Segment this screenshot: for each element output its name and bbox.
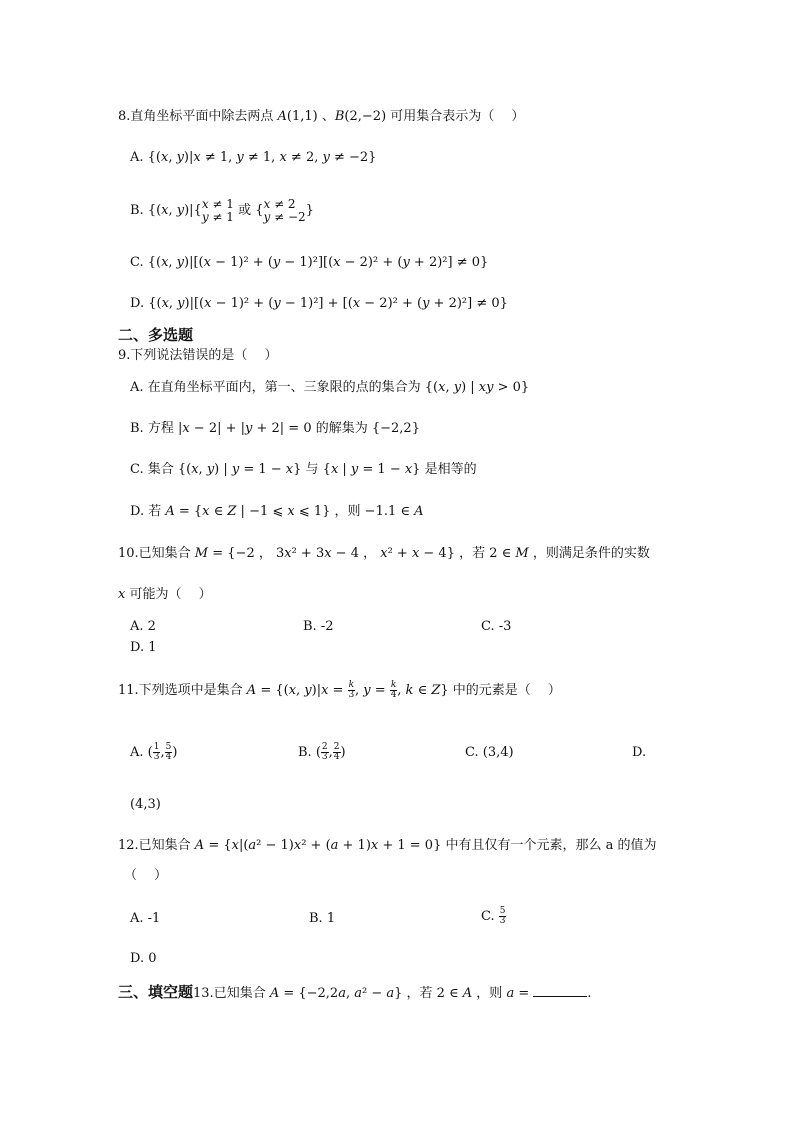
q8-option-b-or: 或 { [233, 203, 264, 218]
q8-b-cond-1b: 𝑦 ≠ 1 [201, 209, 234, 224]
fraction-denominator: 3 [348, 690, 355, 700]
q9-option-c: C. 集合 {(𝑥, 𝑦) | 𝑦 = 1 − 𝑥} 与 {𝑥 | 𝑦 = 1 − 𝑥} 是相等的 [130, 462, 477, 477]
q13-answer-blank[interactable] [533, 984, 587, 997]
q10-option-a: A. 2 [130, 619, 156, 634]
q10-option-d: D. 1 [130, 640, 157, 655]
comma: , [160, 745, 165, 760]
q12-c-prefix: C. [481, 909, 499, 924]
q12-stem-line-1: 12.已知集合 𝐴 = {𝑥|(𝑎² − 1)𝑥² + (𝑎 + 1)𝑥 + 1 = 0} 中有且仅有一个元素，那么 a 的值为 [118, 838, 657, 853]
section-heading-fill-in: 三、填空题 [118, 983, 194, 1001]
q8-option-b-system-1 [202, 198, 234, 224]
q11-b-prefix: B. ( [298, 745, 321, 760]
q11-option-c: C. (3,4) [465, 745, 514, 760]
q13-stem: 13.已知集合 𝐴 = {−2,2𝑎, 𝑎² − 𝑎} ，若 2 ∈ 𝐴 ，则 𝑎 = [193, 986, 534, 1001]
fraction-numerator: 5 [165, 742, 172, 752]
fraction-numerator: 2 [321, 742, 328, 752]
q11-a-prefix: A. ( [130, 745, 153, 760]
q8-b-cond-2b: 𝑦 ≠ −2 [263, 209, 306, 224]
fraction-denominator: 3 [153, 752, 160, 762]
q10-option-c: C. -3 [481, 619, 512, 634]
q11-fraction-k-3 [348, 681, 355, 700]
q13-line [118, 983, 592, 1004]
q9-option-b: B. 方程 |𝑥 − 2| + |𝑦 + 2| = 0 的解集为 {−2,2} [130, 421, 420, 436]
q11-b-frac-1 [321, 743, 329, 762]
q11-stem-prefix: 11.下列选项中是集合 𝐴 = {(𝑥, 𝑦)|𝑥 = [118, 683, 348, 698]
fraction-numerator: 1 [153, 742, 160, 752]
fraction-denominator: 3 [321, 752, 328, 762]
q12-option-b: B. 1 [309, 911, 336, 926]
fraction-denominator: 4 [333, 752, 340, 762]
q11-option-b [298, 742, 346, 764]
q12-stem-line-2: （ ） [124, 868, 168, 883]
q11-stem [118, 680, 561, 702]
q10-option-b: B. -2 [303, 619, 334, 634]
comma: , [328, 745, 333, 760]
q8-option-b-prefix: B. {(𝑥, 𝑦)|{ [130, 203, 202, 218]
q8-b-cond-2a: 𝑥 ≠ 2 [263, 196, 296, 211]
fraction-numerator: 𝑘 [390, 680, 397, 690]
q12-option-c [481, 906, 506, 928]
q8-option-d: D. {(𝑥, 𝑦)|[(𝑥 − 1)² + (𝑦 − 1)²] + [(𝑥 − 2)² + (𝑦 + 2)²] ≠ 0} [130, 296, 508, 311]
close-paren: ) [172, 745, 178, 760]
q8-stem: 8.直角坐标平面中除去两点 𝐴(1,1) 、𝐵(2,−2) 可用集合表示为（ ） [118, 109, 525, 124]
q11-b-frac-2 [333, 743, 341, 762]
section-heading-multiple-choice: 二、多选题 [118, 326, 194, 344]
q8-option-b-suffix: } [305, 203, 314, 218]
q11-option-d-value: (4,3) [130, 797, 161, 812]
q8-option-b-system-2 [263, 198, 305, 224]
fraction-numerator: 𝑘 [348, 680, 355, 690]
q12-option-a: A. -1 [130, 911, 161, 926]
fraction-numerator: 2 [333, 742, 340, 752]
fraction-denominator: 3 [499, 916, 506, 926]
q11-option-d: D. [632, 745, 647, 760]
q13-end: . [587, 986, 592, 1001]
q11-option-a [130, 742, 177, 764]
q11-stem-mid: , 𝑦 = [355, 683, 390, 698]
close-paren: ) [340, 745, 346, 760]
fraction-denominator: 4 [390, 690, 397, 700]
q9-stem: 9.下列说法错误的是（ ） [118, 348, 278, 363]
q8-option-c: C. {(𝑥, 𝑦)|[(𝑥 − 1)² + (𝑦 − 1)²][(𝑥 − 2)² + (𝑦 + 2)²] ≠ 0} [130, 255, 489, 270]
q9-option-a: A. 在直角坐标平面内，第一、三象限的点的集合为 {(𝑥, 𝑦) | 𝑥𝑦 > 0} [130, 380, 530, 395]
q12-option-d: D. 0 [130, 951, 157, 966]
q10-stem-line-1: 10.已知集合 𝑀 = {−2 ， 3𝑥² + 3𝑥 − 4 ， 𝑥² + 𝑥 − 4} ，若 2 ∈ 𝑀 ，则满足条件的实数 [118, 546, 650, 561]
fraction-numerator: 5 [499, 906, 506, 916]
q12-c-fraction [499, 907, 507, 926]
q8-option-b [130, 196, 314, 226]
q9-option-d: D. 若 𝐴 = {𝑥 ∈ 𝑍 | −1 ⩽ 𝑥 ⩽ 1} ，则 −1.1 ∈ 𝐴 [130, 504, 424, 519]
fraction-denominator: 4 [165, 752, 172, 762]
q11-stem-suffix: , 𝑘 ∈ 𝑍} 中的元素是（ ） [397, 683, 561, 698]
q8-option-a: A. {(𝑥, 𝑦)|𝑥 ≠ 1, 𝑦 ≠ 1, 𝑥 ≠ 2, 𝑦 ≠ −2} [130, 150, 377, 165]
q10-stem-line-2: 𝑥 可能为（ ） [118, 587, 212, 602]
q8-b-cond-1a: 𝑥 ≠ 1 [201, 196, 234, 211]
